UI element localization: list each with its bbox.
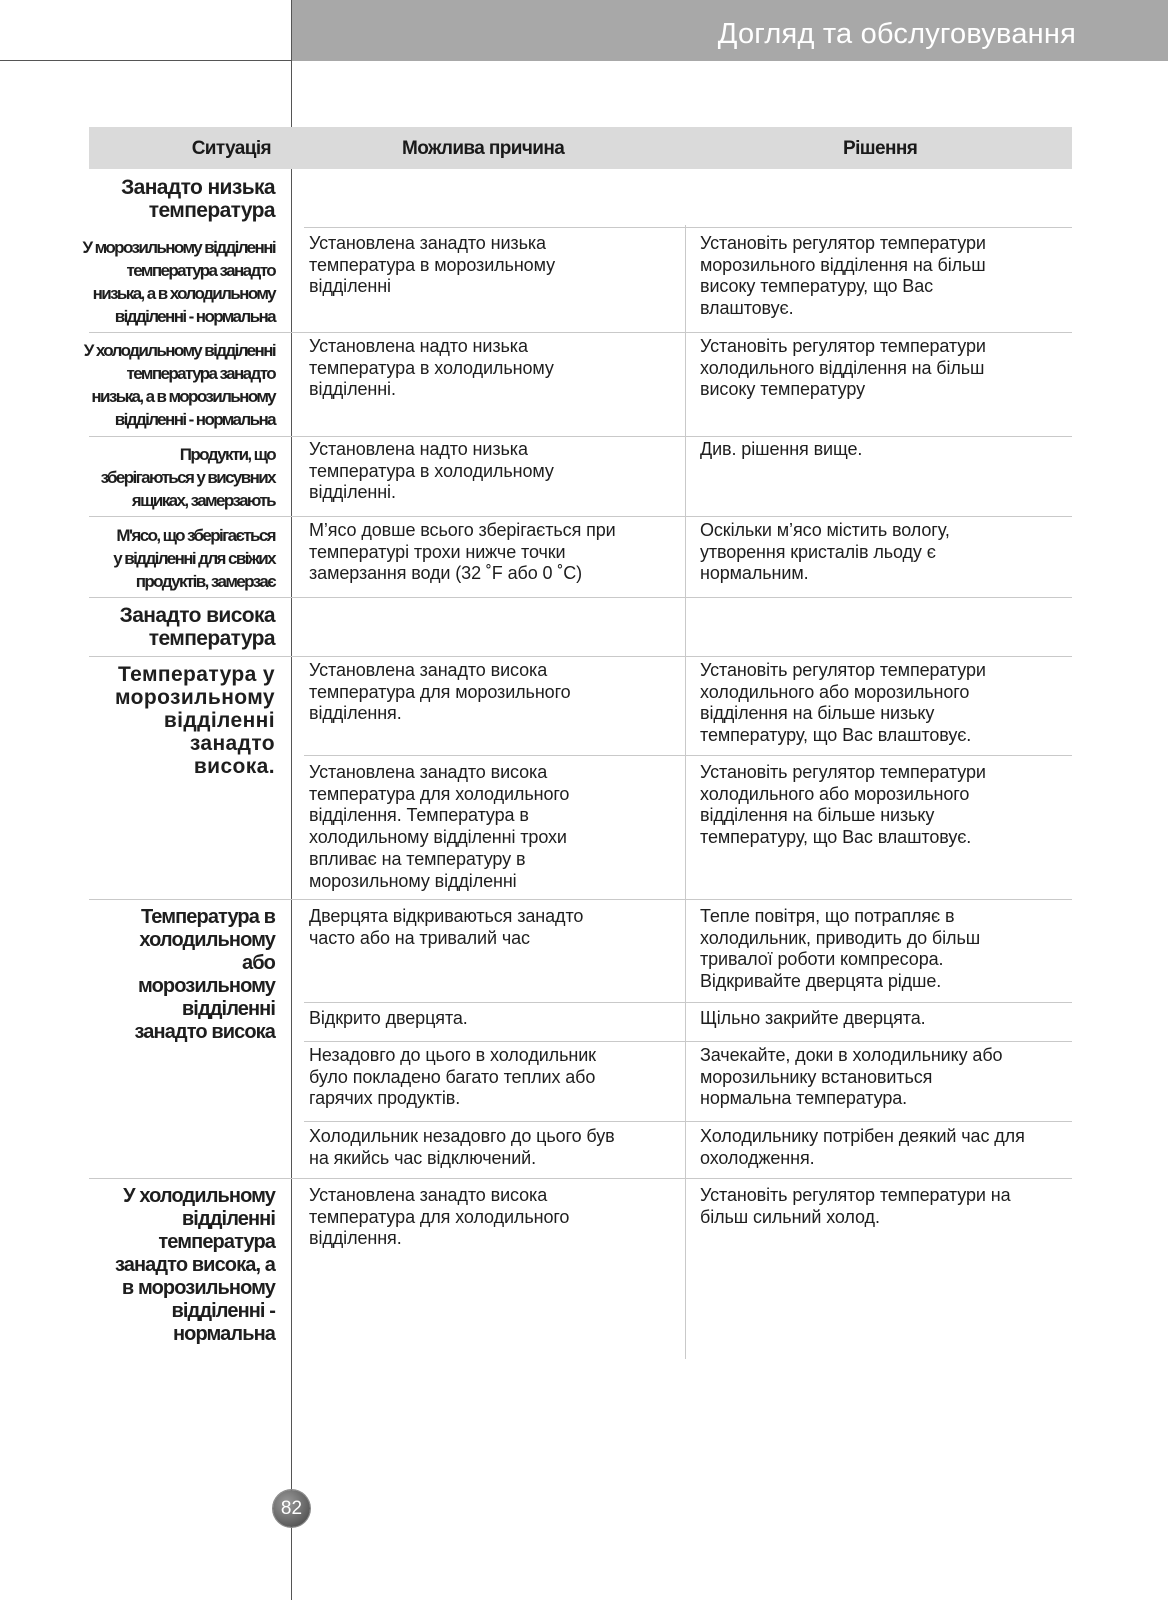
solution-cell: Установіть регулятор температури холодильного або морозильного відділення на більше низьку температуру, що Вас влаштовує. bbox=[700, 660, 986, 746]
situation-fridge-too-cold: У холодильному відділенні температура занадто низька, а в морозильному відділенні - нормальна bbox=[83, 341, 275, 429]
situation-either-too-warm: Температура в холодильному або морозильному відділенні занадто висока bbox=[134, 906, 275, 1043]
row-rule bbox=[89, 332, 1072, 333]
solution-cell: Оскільки м’ясо містить вологу, утворення кристалів льоду є нормальним. bbox=[700, 520, 950, 584]
row-rule bbox=[89, 597, 1072, 598]
header-solution: Рішення bbox=[843, 138, 918, 159]
cause-cell: Холодильник незадовго до цього був на якийсь час відключений. bbox=[309, 1126, 615, 1168]
row-rule bbox=[304, 1041, 1072, 1042]
solution-cell: Установіть регулятор температури холодильного відділення на більш високу температуру bbox=[700, 336, 986, 400]
solution-cell: Див. рішення вище. bbox=[700, 439, 863, 459]
cause-cell: Дверцята відкриваються занадто часто або на тривалий час bbox=[309, 906, 584, 948]
row-rule bbox=[89, 1178, 1072, 1179]
header-cause: Можлива причина bbox=[402, 138, 565, 159]
solution-cell: Тепле повітря, що потрапляє в холодильник, приводить до більш тривалої роботи компресора. Відкривайте дверцята рідше. bbox=[700, 906, 981, 992]
cause-cell: Установлена надто низька температура в холодильному відділенні. bbox=[309, 336, 554, 400]
situation-fridge-too-warm: У холодильному відділенні температура занадто висока, а в морозильному відділенні - нормальна bbox=[114, 1185, 275, 1345]
cause-cell: М’ясо довше всього зберігається при температурі трохи нижче точки замерзання води (32 ˚F або 0 ˚C) bbox=[309, 520, 616, 584]
header-situation: Ситуація bbox=[191, 138, 271, 159]
solution-cell: Щільно закрийте дверцята. bbox=[700, 1008, 926, 1028]
column-divider bbox=[685, 225, 686, 1359]
cause-cell: Установлена занадто низька температура в морозильному відділенні bbox=[309, 233, 555, 297]
solution-cell: Установіть регулятор температури холодильного або морозильного відділення на більше низьку температуру, що Вас влаштовує. bbox=[700, 762, 986, 848]
row-rule bbox=[89, 899, 1072, 900]
cause-cell: Установлена занадто висока температура для холодильного відділення. Температура в холодильному відділенні трохи впливає на температуру в морозильному відділенні bbox=[309, 762, 570, 891]
section-rule bbox=[304, 227, 1072, 228]
cause-cell: Незадовго до цього в холодильник було покладено багато теплих або гарячих продуктів. bbox=[309, 1045, 596, 1109]
row-rule bbox=[304, 755, 1072, 756]
row-rule bbox=[304, 1121, 1072, 1122]
section-rule bbox=[304, 656, 1072, 657]
solution-cell: Установіть регулятор температури морозильного відділення на більш високу температуру, що Вас влаштовує. bbox=[700, 233, 986, 319]
cause-cell: Установлена надто низька температура в холодильному відділенні. bbox=[309, 439, 554, 503]
row-rule bbox=[304, 1002, 1072, 1003]
situation-freezer-too-warm: Температура у морозильному відділенні занадто висока. bbox=[114, 663, 275, 778]
section-title-high-temp: Занадто висока температура bbox=[119, 604, 275, 650]
situation-freezer-too-cold: У морозильному відділенні температура занадто низька, а в холодильному відділенні - нормальна bbox=[82, 238, 275, 326]
situation-drawers-freeze: Продукти, що зберігаються у висувних ящиках, замерзають bbox=[100, 445, 275, 510]
situation-meat-freezes: М'ясо, що зберігається у відділенні для свіжих продуктів, замерзає bbox=[113, 526, 275, 591]
cause-cell: Відкрито дверцята. bbox=[309, 1008, 468, 1028]
row-rule bbox=[89, 516, 1072, 517]
row-rule bbox=[89, 436, 1072, 437]
section-title-low-temp: Занадто низька температура bbox=[121, 176, 275, 222]
cause-cell: Установлена занадто висока температура для морозильного відділення. bbox=[309, 660, 571, 724]
row-rule bbox=[89, 656, 304, 657]
page-section-title: Догляд та обслуговування bbox=[717, 18, 1076, 50]
page-number: 82 bbox=[273, 1490, 310, 1527]
solution-cell: Зачекайте, доки в холодильнику або морозильнику встановиться нормальна температура. bbox=[700, 1045, 1003, 1109]
solution-cell: Установіть регулятор температури на більш сильний холод. bbox=[700, 1185, 1011, 1227]
solution-cell: Холодильнику потрібен деякий час для охолодження. bbox=[700, 1126, 1025, 1168]
cause-cell: Установлена занадто висока температура для холодильного відділення. bbox=[309, 1185, 570, 1249]
